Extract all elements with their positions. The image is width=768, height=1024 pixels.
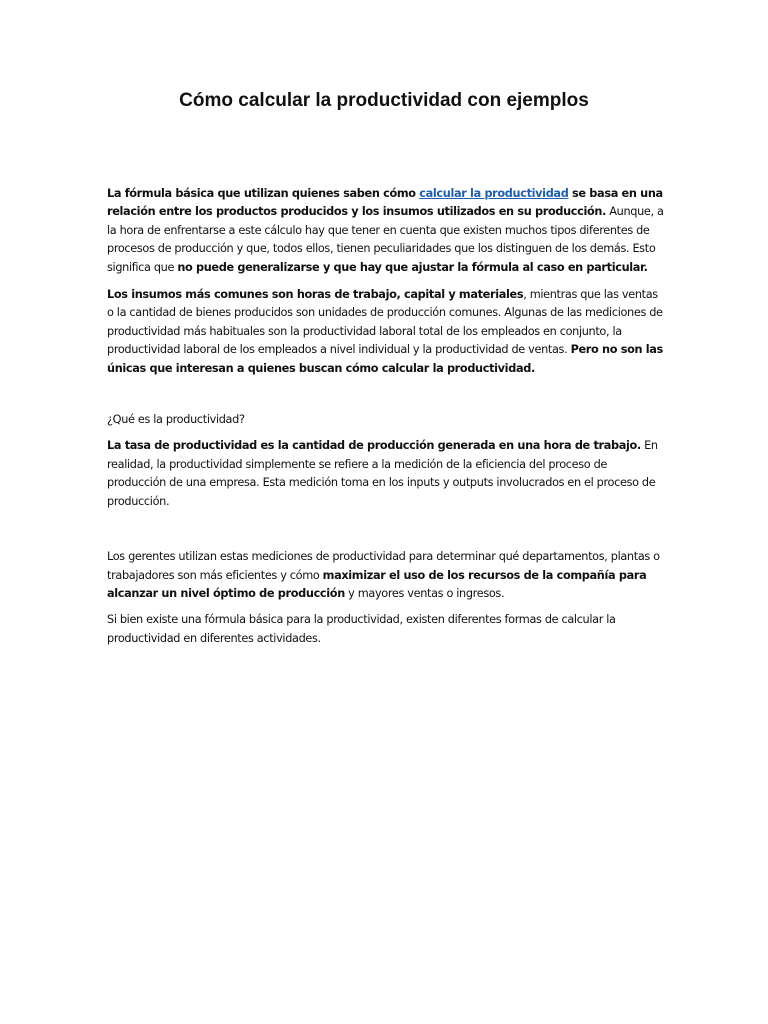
document-body — [107, 185, 667, 648]
paragraph-formas: Si bien existe una fórmula básica para la productividad, existen diferentes formas de calcular la productividad en diferentes actividades. — [107, 613, 616, 645]
paragraph-tasa — [107, 437, 667, 511]
calcular-productividad-link[interactable]: calcular la productividad — [419, 187, 569, 200]
p4-start: Los gerentes utilizan estas mediciones de productividad para determinar qué departamentos, plantas o trabajadores son más eficientes y cómo — [107, 550, 660, 582]
p3-bold-start: La tasa de productividad es la cantidad de producción generada en una hora de trabajo. — [107, 439, 641, 453]
p1-rest: Aunque, a la hora de enfrentarse a este cálculo hay que tener en cuenta que existen muchos tipos diferentes de procesos de producción y que, todos ellos, tienen peculiaridades que los distinguen de los demás. Esto significa que — [107, 205, 664, 274]
paragraph-gerentes — [107, 548, 667, 603]
p2-end: Pero no son las únicas que interesan a quienes buscan cómo calcular la productividad. — [107, 343, 663, 375]
p4-end: y mayores ventas o ingresos. — [344, 586, 505, 600]
section-heading: ¿Qué es la productividad? — [107, 413, 245, 427]
p2-rest: , mientras que las ventas o la cantidad de bienes producidos son unidades de producción comunes. Algunas de las mediciones de productividad más habituales son la productividad laboral total de los empleados en conjunto, la productividad laboral de los empleados a nivel individual y la productividad de ventas. — [107, 288, 663, 357]
p1-before-link: La fórmula básica que utilizan quienes saben cómo — [107, 187, 420, 200]
p1-after-link: se basa en una relación entre los productos producidos y los insumos utilizados en su producción. — [107, 187, 663, 219]
p1-end: no puede generalizarse y que hay que ajustar la fórmula al caso en particular. — [177, 260, 648, 274]
paragraph-insumos — [107, 286, 667, 378]
paragraph-formula — [107, 185, 667, 277]
document-title: Cómo calcular la productividad con ejemplos — [179, 90, 589, 111]
p3-rest: En realidad, la productividad simplemente se refiere a la medición de la eficiencia del proceso de producción de una empresa. Esta medición toma en los inputs y outputs involucrados en el proceso de producción. — [107, 439, 658, 508]
p2-bold-start: Los insumos más comunes son horas de trabajo, capital y materiales — [107, 288, 524, 302]
p4-bold: maximizar el uso de los recursos de la compañía para alcanzar un nivel óptimo de producción — [107, 568, 647, 600]
